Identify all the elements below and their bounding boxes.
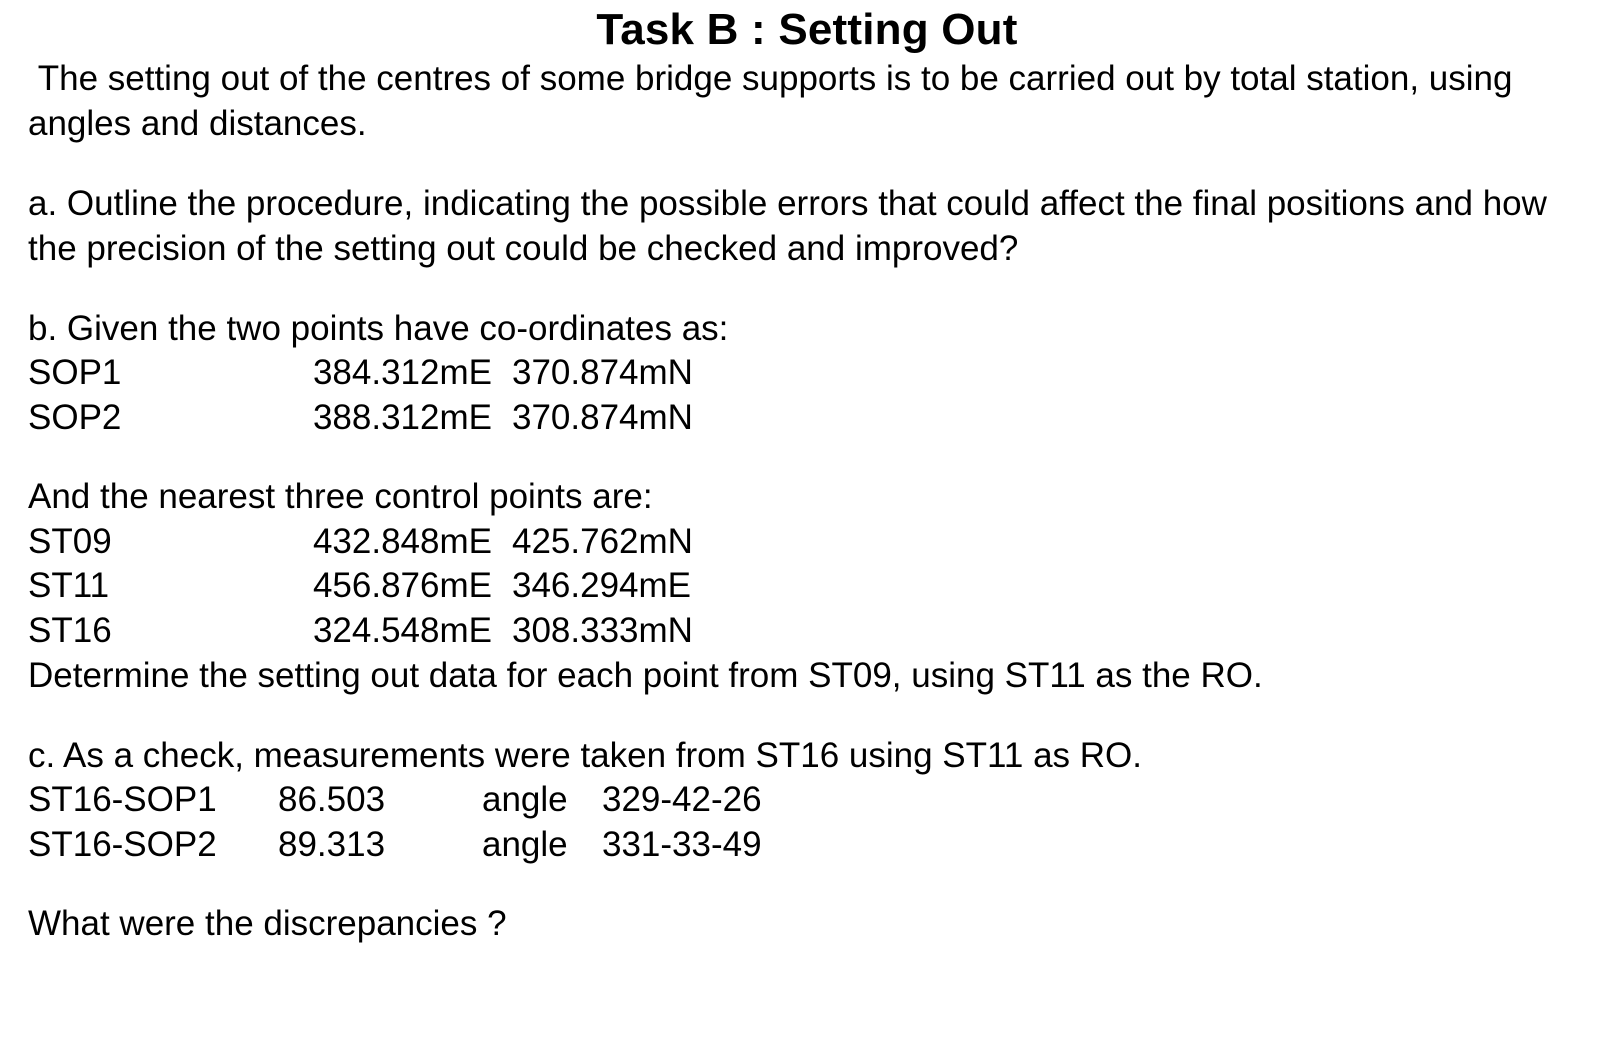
check-label: ST16-SOP1 <box>28 780 217 820</box>
point-name: SOP2 <box>28 397 122 437</box>
table-row <box>28 351 693 395</box>
page-title: Task B : Setting Out <box>596 5 1018 54</box>
sop-coordinates-table <box>28 351 693 440</box>
determine-line: Determine the setting out data for each point from ST09, using ST11 as the RO. <box>28 656 1263 696</box>
document-page <box>0 4 1614 1040</box>
check-distance: 86.503 <box>278 780 386 820</box>
check-angle-value: 329-42-26 <box>602 780 762 820</box>
check-label: ST16-SOP2 <box>28 824 217 864</box>
table-row <box>28 520 693 564</box>
point-northing: 425.762mN <box>512 521 693 561</box>
point-northing: 308.333mN <box>512 610 693 650</box>
part-b-intro: b. Given the two points have co-ordinates as: <box>28 308 729 348</box>
check-angle-value: 331-33-49 <box>602 824 762 864</box>
table-row <box>28 564 693 608</box>
closing-question: What were the discrepancies ? <box>28 903 507 943</box>
spacer <box>28 272 1596 306</box>
spacer <box>28 699 1596 733</box>
point-name: ST11 <box>28 566 110 606</box>
point-name: ST09 <box>28 521 112 561</box>
point-easting: 432.848mE <box>312 521 492 561</box>
point-northing: 346.294mE <box>512 566 692 606</box>
part-a-paragraph: a. Outline the procedure, indicating the possible errors that could affect the final positions and how the precision of the setting out could be checked and improved? <box>28 183 1557 269</box>
point-name: SOP1 <box>28 353 122 393</box>
point-northing: 370.874mN <box>512 353 693 393</box>
point-easting: 456.876mE <box>312 566 492 606</box>
spacer <box>28 440 1596 474</box>
part-c-intro: c. As a check, measurements were taken from ST16 using ST11 as RO. <box>28 735 1142 775</box>
table-row <box>28 823 762 867</box>
spacer <box>28 147 1596 181</box>
control-points-intro: And the nearest three control points are: <box>28 477 653 517</box>
point-easting: 324.548mE <box>312 610 492 650</box>
control-coordinates-table <box>28 520 693 653</box>
point-northing: 370.874mN <box>512 397 693 437</box>
point-name: ST16 <box>28 610 112 650</box>
check-measurements-table <box>28 778 762 867</box>
spacer <box>28 867 1596 901</box>
point-easting: 384.312mE <box>312 353 492 393</box>
check-distance: 89.313 <box>278 824 386 864</box>
point-easting: 388.312mE <box>312 397 492 437</box>
intro-paragraph: The setting out of the centres of some bridge supports is to be carried out by total station, using angles and distances. <box>28 58 1523 144</box>
table-row <box>28 778 762 822</box>
document-body <box>0 56 1614 947</box>
table-row <box>28 609 693 653</box>
check-angle-word: angle <box>482 780 568 820</box>
check-angle-word: angle <box>482 824 568 864</box>
table-row <box>28 396 693 440</box>
